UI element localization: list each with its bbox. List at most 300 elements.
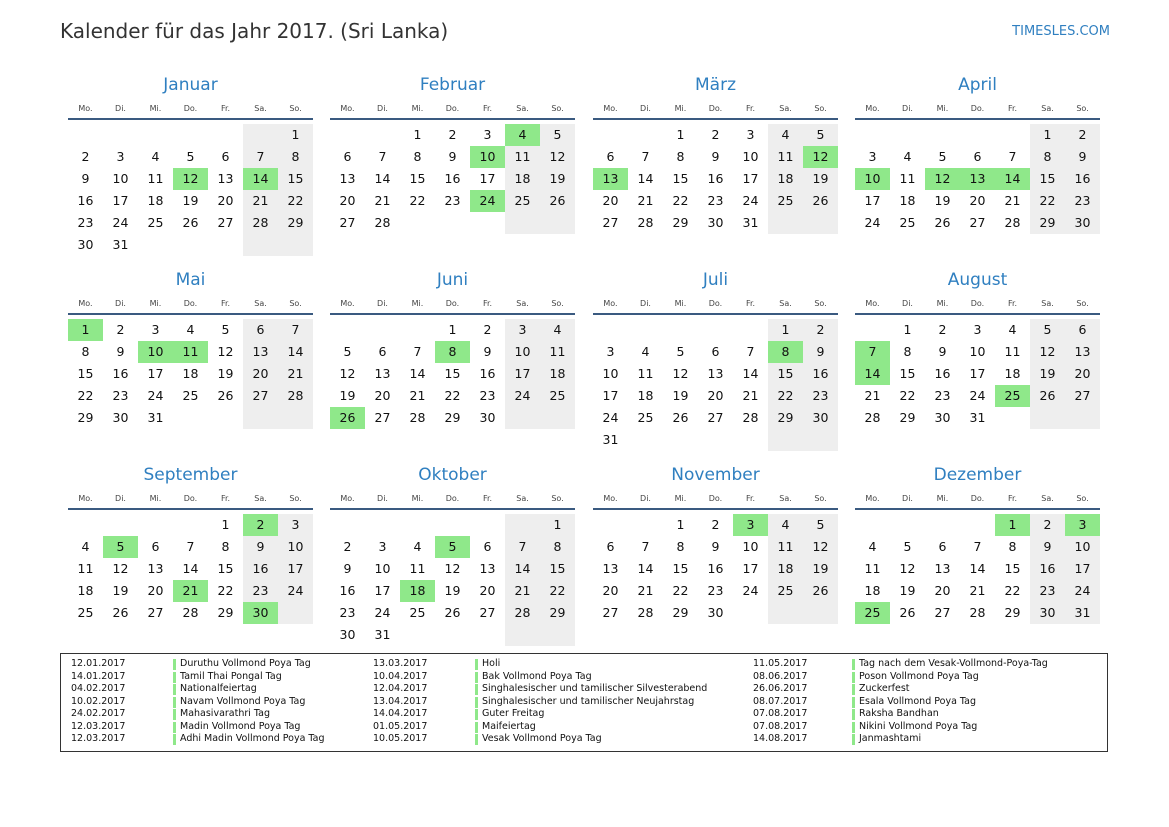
empty-day-cell [138,514,173,536]
empty-day-cell [768,429,803,451]
day-cell: 16 [77,193,94,208]
day-cell: 19 [672,388,689,403]
empty-day-cell [593,124,628,146]
weekday-label: Do. [708,494,723,503]
day-cell: 15 [1030,168,1065,190]
day-cell: 9 [116,344,125,359]
legend-date: 12.04.2017 [373,683,428,694]
day-cell: 10 [969,344,986,359]
weekday-label: Mo. [603,299,618,308]
weekday-header [68,489,313,510]
day-cell: 23 [77,215,94,230]
day-cell: 6 [1065,319,1100,341]
weekday-label: So. [551,104,564,113]
empty-day-cell [208,407,243,429]
weekday-label: Sa. [1041,104,1054,113]
empty-day-cell [505,624,540,646]
day-cell: 13 [243,341,278,363]
holiday-day-cell: 12 [803,146,838,168]
day-cell: 14 [969,561,986,576]
day-cell: 30 [707,605,724,620]
day-cell: 1 [903,322,912,337]
day-cell: 28 [182,605,199,620]
legend-color-marker [475,709,478,720]
day-cell: 4 [413,539,422,554]
legend-date: 14.01.2017 [71,670,126,682]
day-cell: 27 [602,605,619,620]
month-name: Juli [702,270,729,290]
day-grid [330,124,575,234]
empty-day-cell [470,514,505,536]
day-cell: 15 [278,168,313,190]
day-cell: 7 [378,149,387,164]
day-cell: 20 [707,388,724,403]
empty-day-cell [803,212,838,234]
weekday-label: Mi. [411,494,424,503]
weekday-label: Mo. [865,299,880,308]
weekday-label: Mi. [674,104,687,113]
legend-holiday-name: Vesak Vollmond Poya Tag [482,733,602,744]
day-cell: 11 [864,561,881,576]
day-cell: 26 [540,190,575,212]
weekday-label: Do. [183,299,198,308]
holiday-day-cell: 14 [995,168,1030,190]
empty-day-cell [505,407,540,429]
weekday-label: Di. [640,299,651,308]
empty-day-cell [663,319,698,341]
weekday-label: Sa. [516,104,529,113]
day-cell: 28 [637,605,654,620]
day-cell: 4 [151,149,160,164]
weekday-header [68,99,313,120]
day-cell: 28 [409,410,426,425]
holiday-day-cell: 7 [855,341,890,363]
day-cell: 13 [147,561,164,576]
empty-day-cell [628,319,663,341]
day-cell: 24 [278,580,313,602]
day-cell: 4 [768,514,803,536]
day-cell: 6 [606,149,615,164]
day-cell: 3 [746,127,755,142]
month-block [593,266,838,451]
day-cell: 21 [864,388,881,403]
day-cell: 25 [409,605,426,620]
legend-color-marker [173,697,176,708]
day-cell: 20 [243,363,278,385]
legend-holiday-name: Nikini Vollmond Poya Tag [859,720,978,732]
empty-day-cell [540,212,575,234]
day-cell: 6 [343,149,352,164]
day-cell: 7 [186,539,195,554]
day-cell: 24 [742,193,759,208]
day-grid [593,124,838,234]
empty-day-cell [960,514,995,536]
legend-color-marker [173,722,176,733]
holiday-day-cell: 1 [68,319,103,341]
legend-color-marker [852,734,855,745]
day-cell: 27 [374,410,391,425]
day-cell: 30 [803,407,838,429]
day-cell: 24 [374,605,391,620]
empty-day-cell [103,514,138,536]
day-cell: 15 [540,558,575,580]
legend-date: 04.02.2017 [71,683,126,694]
day-cell: 19 [540,168,575,190]
day-cell: 10 [505,341,540,363]
day-cell: 29 [768,407,803,429]
empty-day-cell [540,407,575,429]
empty-day-cell [435,212,470,234]
day-cell: 5 [903,539,912,554]
empty-day-cell [278,407,313,429]
day-cell: 3 [505,319,540,341]
day-cell: 31 [602,432,619,447]
day-cell: 22 [1004,583,1021,598]
day-cell: 16 [1065,168,1100,190]
legend-date: 10.02.2017 [71,695,126,707]
weekday-label: Di. [902,104,913,113]
day-cell: 2 [448,127,457,142]
day-cell: 28 [864,410,881,425]
weekday-label: Fr. [745,104,756,113]
empty-day-cell [663,429,698,451]
holiday-day-cell: 5 [435,536,470,558]
day-cell: 3 [151,322,160,337]
day-cell: 12 [803,536,838,558]
holiday-day-cell: 8 [435,341,470,363]
day-cell: 23 [707,193,724,208]
day-cell: 23 [707,583,724,598]
day-cell: 12 [444,561,461,576]
empty-day-cell [173,234,208,256]
day-cell: 18 [77,583,94,598]
empty-day-cell [470,212,505,234]
legend-color-marker [173,684,176,695]
legend-holiday-name: Bak Vollmond Poya Tag [482,670,592,682]
day-cell: 17 [969,366,986,381]
day-cell: 17 [505,363,540,385]
day-cell: 8 [676,149,685,164]
day-cell: 29 [77,410,94,425]
empty-day-cell [698,429,733,451]
day-cell: 7 [505,536,540,558]
legend-date: 12.01.2017 [71,658,126,669]
empty-day-cell [733,319,768,341]
day-cell: 23 [934,388,951,403]
day-cell: 28 [969,605,986,620]
weekday-label: Mo. [865,104,880,113]
day-cell: 1 [1030,124,1065,146]
legend-color-marker [475,697,478,708]
weekday-header [68,294,313,315]
month-name: Dezember [933,465,1022,485]
day-grid [593,319,838,451]
holiday-day-cell: 10 [138,341,173,363]
empty-day-cell [103,124,138,146]
legend-holiday-name: Singhalesischer und tamilischer Silvesterabend [482,683,708,694]
holiday-day-cell: 4 [505,124,540,146]
day-cell: 30 [1065,212,1100,234]
day-cell: 19 [803,558,838,580]
day-cell: 21 [243,190,278,212]
day-cell: 27 [1065,385,1100,407]
day-cell: 9 [448,149,457,164]
day-cell: 7 [973,539,982,554]
day-cell: 25 [540,385,575,407]
weekday-label: Sa. [254,494,267,503]
weekday-label: Mo. [603,494,618,503]
empty-day-cell [768,212,803,234]
day-cell: 2 [711,517,720,532]
month-name: November [671,465,760,485]
day-cell: 7 [746,344,755,359]
day-cell: 21 [742,388,759,403]
day-grid [68,319,313,429]
day-cell: 3 [868,149,877,164]
day-cell: 4 [868,539,877,554]
month-name: September [143,465,238,485]
day-cell: 24 [505,385,540,407]
day-cell: 28 [1004,215,1021,230]
day-cell: 30 [1030,602,1065,624]
legend-holiday-name: Maifeiertag [482,720,536,732]
day-cell: 29 [672,605,689,620]
empty-day-cell [435,514,470,536]
weekday-label: Mi. [674,494,687,503]
day-cell: 5 [540,124,575,146]
day-cell: 28 [505,602,540,624]
weekday-label: Sa. [1041,299,1054,308]
day-cell: 25 [182,388,199,403]
day-cell: 13 [217,171,234,186]
day-cell: 16 [243,558,278,580]
legend-holiday-name: Holi [482,658,501,669]
legend-color-marker [852,709,855,720]
day-cell: 16 [339,583,356,598]
day-cell: 28 [637,215,654,230]
day-cell: 23 [339,605,356,620]
holiday-day-cell: 12 [925,168,960,190]
empty-day-cell [505,514,540,536]
day-cell: 22 [444,388,461,403]
day-cell: 3 [483,127,492,142]
month-block [68,461,313,624]
weekday-label: Do. [445,104,460,113]
empty-day-cell [803,602,838,624]
legend-color-marker [852,697,855,708]
weekday-label: Mo. [340,104,355,113]
day-cell: 31 [1065,602,1100,624]
day-cell: 7 [278,319,313,341]
day-cell: 12 [540,146,575,168]
month-name: August [947,270,1008,290]
day-cell: 4 [186,322,195,337]
weekday-label: So. [814,299,827,308]
day-cell: 24 [147,388,164,403]
day-cell: 28 [243,212,278,234]
holiday-day-cell: 18 [400,580,435,602]
day-cell: 23 [803,385,838,407]
day-cell: 13 [602,561,619,576]
weekday-label: Mi. [936,494,949,503]
day-cell: 29 [899,410,916,425]
holiday-day-cell: 25 [995,385,1030,407]
day-cell: 2 [1030,514,1065,536]
weekday-label: Di. [115,104,126,113]
month-block [68,71,313,256]
weekday-label: Fr. [482,494,493,503]
day-cell: 30 [707,215,724,230]
day-cell: 2 [81,149,90,164]
day-cell: 24 [602,410,619,425]
day-cell: 21 [374,193,391,208]
day-cell: 23 [479,388,496,403]
day-cell: 9 [1030,536,1065,558]
legend-color-marker [173,672,176,683]
day-cell: 19 [339,388,356,403]
day-cell: 26 [672,410,689,425]
day-cell: 7 [641,149,650,164]
weekday-label: Sa. [779,299,792,308]
weekday-header [593,99,838,120]
weekday-label: Do. [708,299,723,308]
legend-holiday-name: Adhi Madin Vollmond Poya Tag [180,733,325,744]
day-cell: 5 [186,149,195,164]
weekday-label: Mi. [149,299,162,308]
empty-day-cell [173,407,208,429]
month-block [330,71,575,234]
day-cell: 4 [903,149,912,164]
day-cell: 8 [278,146,313,168]
day-cell: 27 [217,215,234,230]
holiday-day-cell: 30 [243,602,278,624]
weekday-label: So. [289,494,302,503]
site-link[interactable]: TIMESLES.COM [1012,24,1110,39]
legend-holiday-name: Mahasivarathri Tag [180,708,271,719]
holiday-day-cell: 3 [1065,514,1100,536]
empty-day-cell [470,624,505,646]
empty-day-cell [208,234,243,256]
legend-color-marker [852,722,855,733]
day-cell: 14 [374,171,391,186]
weekday-label: Sa. [516,494,529,503]
holiday-day-cell: 11 [173,341,208,363]
day-cell: 23 [1030,580,1065,602]
weekday-label: Do. [445,494,460,503]
day-cell: 26 [934,215,951,230]
day-cell: 22 [77,388,94,403]
day-cell: 9 [81,171,90,186]
legend-color-marker [475,722,478,733]
day-cell: 25 [77,605,94,620]
day-cell: 29 [672,215,689,230]
day-cell: 13 [934,561,951,576]
day-cell: 10 [112,171,129,186]
day-cell: 18 [768,558,803,580]
day-grid [330,319,575,429]
empty-day-cell [890,124,925,146]
day-cell: 22 [768,385,803,407]
legend-color-marker [173,734,176,745]
day-cell: 17 [742,171,759,186]
empty-day-cell [278,602,313,624]
weekday-label: Fr. [745,299,756,308]
day-cell: 1 [448,322,457,337]
weekday-label: Sa. [254,299,267,308]
holiday-day-cell: 3 [733,514,768,536]
day-cell: 17 [602,388,619,403]
day-grid [855,319,1100,429]
empty-day-cell [138,234,173,256]
day-grid [855,514,1100,624]
day-cell: 19 [112,583,129,598]
weekday-label: Fr. [482,104,493,113]
day-cell: 24 [742,583,759,598]
day-cell: 9 [483,344,492,359]
day-cell: 16 [1030,558,1065,580]
day-cell: 16 [444,171,461,186]
day-cell: 21 [409,388,426,403]
empty-day-cell [628,124,663,146]
day-cell: 8 [81,344,90,359]
day-cell: 6 [938,539,947,554]
empty-day-cell [925,124,960,146]
day-cell: 20 [934,583,951,598]
empty-day-cell [243,407,278,429]
day-cell: 8 [540,536,575,558]
day-cell: 17 [742,561,759,576]
weekday-header [855,489,1100,510]
weekday-label: So. [289,104,302,113]
day-cell: 12 [217,344,234,359]
day-grid [593,514,838,624]
day-cell: 7 [243,146,278,168]
weekday-label: Di. [115,299,126,308]
empty-day-cell [400,624,435,646]
weekday-label: So. [814,494,827,503]
day-cell: 11 [1004,344,1021,359]
day-cell: 5 [1030,319,1065,341]
holiday-day-cell: 13 [960,168,995,190]
day-cell: 16 [707,171,724,186]
day-cell: 29 [444,410,461,425]
month-block [855,266,1100,429]
legend-date: 08.07.2017 [753,695,808,707]
month-name: April [958,75,997,95]
day-cell: 29 [278,212,313,234]
legend-holiday-name: Zuckerfest [859,683,910,694]
empty-day-cell [593,514,628,536]
day-cell: 20 [374,388,391,403]
empty-day-cell [400,514,435,536]
legend-date: 14.04.2017 [373,708,428,719]
day-cell: 17 [374,583,391,598]
month-block [593,461,838,624]
legend-date: 08.06.2017 [753,670,808,682]
empty-day-cell [855,514,890,536]
month-block [330,266,575,429]
month-block [855,461,1100,624]
weekday-label: Fr. [482,299,493,308]
month-name: Februar [419,75,486,95]
empty-day-cell [855,319,890,341]
weekday-label: Fr. [220,104,231,113]
day-cell: 12 [1030,341,1065,363]
day-cell: 2 [1065,124,1100,146]
day-cell: 10 [742,149,759,164]
day-cell: 18 [768,168,803,190]
legend-holiday-name: Duruthu Vollmond Poya Tag [180,658,311,669]
